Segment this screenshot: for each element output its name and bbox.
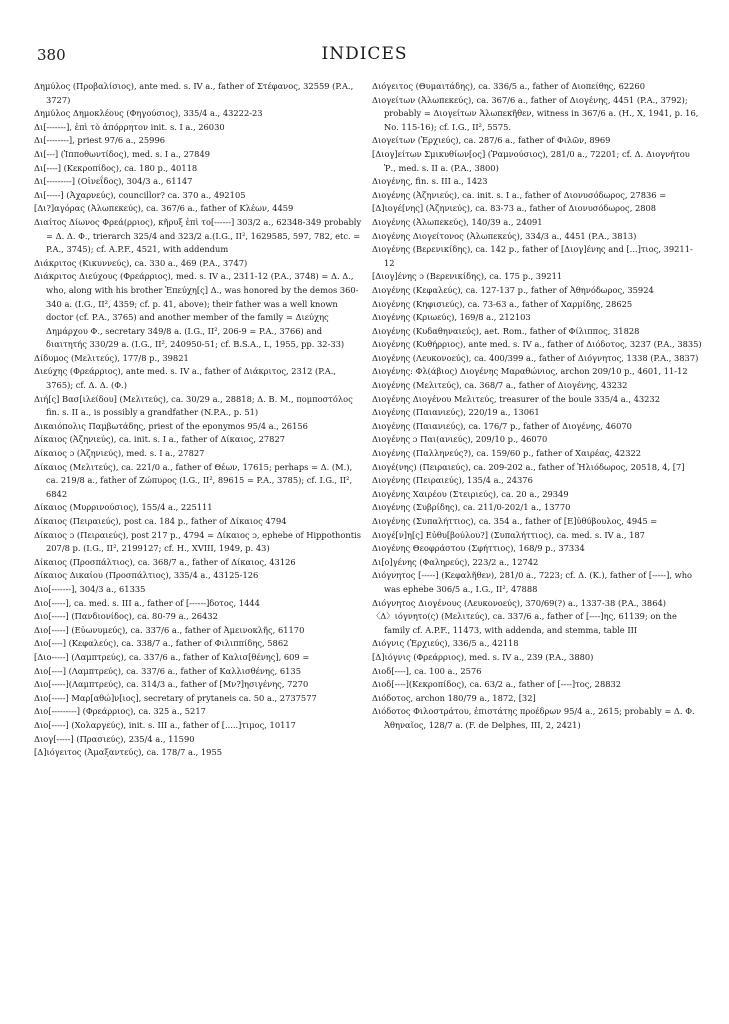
index-entry: Διογένης (Μελιτεύς), ca. 368/7 a., father of Διογένης, 43232 bbox=[372, 380, 628, 391]
index-entry: Δίκαιος (Μελιτεύς), ca. 221/0 a., father of Θέων, 17615; perhaps = Δ. (Μ.), ca. 219/8 a., father of Ζώπυρος (I.G., II², 89615 = P.A., 3785); cf. I.G., II², 6842 bbox=[34, 461, 353, 499]
index-entry: Δημύλος (Προβαλίσιος), ante med. s. IV a., father of Στέφανος, 32559 (P.A., 3727) bbox=[34, 81, 354, 105]
index-entry: [Δι?]αγόρας (Ἀλωπεκεύς), ca. 367/6 a., father of Κλέων, 4459 bbox=[34, 203, 294, 214]
index-entry: Δίκαιος Δικαίου (Προσπάλτιος), 335/4 a., 43125-126 bbox=[34, 570, 259, 581]
index-entry: Διο[-----] Μαρ[αθώ]ν[ιος], secretary of prytaneis ca. 50 a., 2737577 bbox=[34, 692, 317, 703]
index-entry: Δίκαιος (Μυρρινούσιος), 155/4 a., 225111 bbox=[34, 502, 213, 513]
index-entry: Διογένης (Παιανιεύς), ca. 176/7 p., father of Διογένης, 46070 bbox=[372, 420, 632, 431]
index-entry: Διογένης Χαιρέου (Στειριεύς), ca. 20 a., 29349 bbox=[372, 488, 569, 499]
index-entry: Διο[-------], 304/3 a., 61335 bbox=[34, 583, 146, 594]
index-entry: Διο[-----](Λαμπτρεύς), ca. 314/3 a., father of [Μν?]ησιγένης, 7270 bbox=[34, 679, 309, 690]
index-entry: Διογένης Διογένου Μελιτεύς, treasurer of the boule 335/4 a., 43232 bbox=[372, 393, 660, 404]
page-number: 380 bbox=[37, 46, 66, 64]
index-entry: Δίκαιος ɔ (Ἀζηνιεύς), med. s. I a., 27827 bbox=[34, 448, 205, 459]
index-entry: Διόγνητος Διογένους (Λευκονοεύς), 370/69(?) a., 1337-38 (P.A., 3864) bbox=[372, 597, 666, 608]
index-entry: Διαίτος Δίωνος Φρεά(ρριος), κῆρυξ ἐπὶ το[------] 303/2 a., 62348-349 probably = Δ. Δ. Φ., trierarch 325/4 and 323/2 a.(I.G., II², 1629585, 597, 782, etc. = P.A., 3745); cf. A.P.F., 4521, with addendum bbox=[34, 216, 362, 255]
index-entry: Διοδ[----], ca. 100 a., 2576 bbox=[372, 665, 482, 676]
index-entry: Δι[--------], priest 97/6 a., 25996 bbox=[34, 135, 166, 146]
index-entry: 〈Δ〉ιόγνητο(ς) (Μελιτεύς), ca. 337/6 a., father of [----]ης, 61139; on the family cf. A.P.F., 11473, with addenda, and stemma, table III bbox=[372, 611, 677, 635]
index-entry: Διογένης ɔ Παι(ανιεύς), 209/10 p., 46070 bbox=[372, 434, 548, 445]
index-entry: Διογένης (Παλληνεύς?), ca. 159/60 p., father of Χαιρέας, 42322 bbox=[372, 448, 642, 459]
index-entry: Δικαιόπολις Παμβωτάδης, priest of the eponymos 95/4 a., 26156 bbox=[34, 420, 308, 431]
index-entry: Διο[----] (Λαμπτρεύς), ca. 337/6 a., father of Καλλισθένης, 6135 bbox=[34, 665, 301, 676]
index-entry: Διογένης, fin. s. III a., 1423 bbox=[372, 176, 488, 187]
index-entry: Διο[-----] (Εὐωνυμεύς), ca. 337/6 a., father of Ἀμεινοκλῆς, 61170 bbox=[34, 624, 305, 635]
index-entry: Διάκριτος Διεύχους (Φρεάρριος), med. s. IV a., 2311-12 (P.A., 3748) = Δ. Δ., who, along with his brother Ἐπεύχη[ς] Δ., was honored by the demos 360-340 a. (I.G., II², 4359; cf. p. 41, above); their father was a well known doctor (cf. P.A., 3765) and another member of the family = Διεύχης Δημάρχου Φ., secretary 349/8 a. (I.G., II², 206-9 = P.A., 3766) and διαιτητής 330/29 a. (I.G., II², 240950-51; cf. B.S.A., L, 1955, pp. 32-33) bbox=[34, 271, 359, 350]
running-head-title: INDICES bbox=[321, 44, 408, 64]
index-entry: [Διογ]ένης ɔ (Βερενικίδης), ca. 175 p., 39211 bbox=[372, 271, 563, 282]
index-entry: Διοδ[----](Κεκροπίδος), ca. 63/2 a., father of [----]τος, 28832 bbox=[372, 679, 622, 690]
index-column-left bbox=[34, 80, 364, 760]
index-entry: Διή[ς] Βασ[ιλείδου] (Μελιτεύς), ca. 30/29 a., 28818; Δ. Β. Μ., πομποστόλος fin. s. II a., is possibly a grandfather (N.P.A., p. 51) bbox=[34, 393, 353, 418]
index-entry: Διογένης (Συβρίδης), ca. 211/0-202/1 a., 13770 bbox=[372, 502, 571, 513]
index-entry: Δίκαιος ɔ (Πειραιεύς), post 217 p., 4794 = Δίκαιος ɔ, ephebe of Hippothontis 207/8 p. (I.G., II², 2199127; cf. H., XVIII, 1949, p. 43) bbox=[34, 529, 361, 554]
index-entry: Δι[-----] (Ἀχαρνεύς), councillor? ca. 370 a., 492105 bbox=[34, 189, 246, 200]
index-entry: Δι[---] (Ἱπποθωντίδος), med. s. I a., 27849 bbox=[34, 148, 211, 159]
index-entry: Διογένης (Πειραιεύς), 135/4 a., 24376 bbox=[372, 475, 533, 486]
index-entry: Διογένης (Ἀλωπεκεύς), 140/39 a., 24091 bbox=[372, 216, 543, 227]
index-entry: Δι[ο]γένης (Φαληρεύς), 223/2 a., 12742 bbox=[372, 556, 539, 567]
index-entry: Δίκαιος (Πειραιεύς), post ca. 184 p., father of Δίκαιος 4794 bbox=[34, 516, 287, 526]
index-entry: Διογ[-----] (Πρασιεύς), 235/4 a., 11590 bbox=[34, 733, 195, 744]
index-entry: [Διογ]είτων Σμικυθίων[ος] (Ῥαμνούσιος), 281/0 a., 72201; cf. Δ. Διογνήτου Ῥ., med. s. II a. (P.A., 3800) bbox=[372, 148, 690, 173]
index-entry: [Διο-----] (Λαμπτρεύς), ca. 337/6 a., father of Καλισ[θένης], 609 = bbox=[34, 651, 310, 662]
index-entry: Δι[----] (Κεκροπίδος), ca. 180 p., 40118 bbox=[34, 162, 198, 173]
index-entry: Δι[---------] (Οἰνεΐδος), 304/3 a., 61147 bbox=[34, 176, 193, 187]
index-entry: Διο[-----] (Χολαργεύς), init. s. III a., father of [.....]τιμος, 10117 bbox=[34, 719, 296, 730]
index-entry: Διογένης Διογείτονος (Ἀλωπεκεύς), 334/3 a., 4451 (P.A., 3813) bbox=[372, 230, 637, 241]
index-entry: Διογένης (Κυθήρριος), ante med. s. IV a., father of Διόδοτος, 3237 (P.A., 3835) bbox=[372, 339, 702, 350]
index-entry: Διογένης (Κριωεύς), 169/8 a., 212103 bbox=[372, 312, 531, 323]
index-entry: Διογένης (Κηφισιεύς), ca. 73-63 a., father of Χαρμίδης, 28625 bbox=[372, 298, 633, 309]
index-entry: Διογένης Θεοφράστου (Σφήττιος), 168/9 p., 37334 bbox=[372, 543, 585, 554]
index-entry: Δίκαιος (Προσπάλτιος), ca. 368/7 a., father of Δίκαιος, 43126 bbox=[34, 556, 296, 567]
index-entry: Διόγνητος [-----] (Κεφαλῆθεν), 281/0 a., 7223; cf. Δ. (Κ.), father of [-----], who was ephebe 306/5 a., I.G., II², 47888 bbox=[372, 570, 693, 594]
index-entry: Διογένης (Λευκονοεύς), ca. 400/399 a., father of Διόγνητος, 1338 (P.A., 3837) bbox=[372, 352, 699, 363]
index-entry: Διογένης (Κεφαλεύς), ca. 127-137 p., father of Ἀθηνόδωρος, 35924 bbox=[372, 284, 654, 295]
index-entry: Διογείτων (Ἐρχιεύς), ca. 287/6 a., father of Φιλῶν, 8969 bbox=[372, 135, 611, 146]
index-entry: Διογένης (Συπαλήττιος), ca. 354 a., father of [Ε]ὐθύβουλος, 4945 = bbox=[372, 516, 658, 526]
index-entry: Διογέ[ν]η[ς] Εὐθυ[βούλου?] (Συπαλήττιος), ca. med. s. IV a., 187 bbox=[372, 529, 645, 540]
index-entry: Δίδυμος (Μελιτεύς), 177/8 p., 39821 bbox=[34, 352, 189, 363]
index-column-right bbox=[372, 80, 702, 733]
index-entry: Διάκριτος (Κικυννεύς), ca. 330 a., 469 (P.A., 3747) bbox=[34, 257, 248, 268]
index-entry: Διόδοτος, archon 180/79 a., 1872, [32] bbox=[372, 692, 536, 703]
index-entry: Δι[-------], ἐπὶ τὸ ἀπόρρητον init. s. I a., 26030 bbox=[34, 121, 225, 132]
index-entry: Διο[-----], ca. med. s. III a., father of [------]δοτος, 1444 bbox=[34, 597, 260, 608]
index-entry: [Δ]ιογέ[νης] (Ἀζηνιεύς), ca. 83-73 a., father of Διονυσόδωρος, 2808 bbox=[372, 203, 657, 214]
index-entry: Διο[---------] (Φρεάρριος), ca. 325 a., 5217 bbox=[34, 706, 206, 717]
index-entry: Διογένης (Βερενικίδης), ca. 142 p., father of [Διογ]ένης and [...]τιος, 39211-12 bbox=[372, 244, 693, 268]
index-entry: Διογείτων (Ἀλωπεκεύς), ca. 367/6 a., father of Διογένης, 4451 (P.A., 3792); probably = Διογείτων Ἀλωπεκῆθεν, witness in 367/6 a. (H., X, 1941, p. 16, No. 115-16); cf. I.G., II², 5575. bbox=[372, 94, 699, 132]
index-entry: Δίκαιος (Ἀζηνιεύς), ca. init. s. I a., father of Δίκαιος, 27827 bbox=[34, 434, 286, 445]
index-entry: [Δ]ιόγνις (Φρεάρριος), med. s. IV a., 239 (P.A., 3880) bbox=[372, 651, 594, 662]
index-entry: Διογέ(νης) (Πειραιεύς), ca. 209-202 a., father of Ἡλιόδωρος, 20518, 4, [7] bbox=[372, 461, 685, 472]
index-entry: Διόδοτος Φιλοστράτου, ἐπιστάτης προέδρων 95/4 a., 2615; probably = Δ. Φ. Ἀθηναῖος, 128/7 a. (F. de Delphes, III, 2, 2421) bbox=[372, 706, 695, 730]
index-entry: Διο[----] (Κεφαλεύς), ca. 338/7 a., father of Φιλιππίδης, 5862 bbox=[34, 638, 289, 649]
index-entry: Διογένης: Φλ(άβιος) Διογένης Μαραθώνιος, archon 209/10 p., 4601, 11-12 bbox=[372, 366, 688, 377]
index-entry: Διογένης (Παιανιεύς), 220/19 a., 13061 bbox=[372, 407, 540, 418]
index-entry: Διογένης (Κυδαθηναιεύς), aet. Rom., father of Φίλιππος, 31828 bbox=[372, 325, 640, 336]
index-entry: Διογένης (Ἀζηνιεύς), ca. init. s. I a., father of Διονυσόδωρος, 27836 = bbox=[372, 189, 667, 200]
index-entry: Δημύλος Δημοκλέους (Φηγούσιος), 335/4 a., 43222-23 bbox=[34, 108, 263, 119]
index-entry: Διόγνις (Ἐρχιεύς), 336/5 a., 42118 bbox=[372, 638, 519, 649]
index-entry: [Δ]ιόγειτος (Ἀμαξαντεύς), ca. 178/7 a., 1955 bbox=[34, 747, 223, 758]
index-entry: Διο[-----] (Πανδιονίδος), ca. 80-79 a., 26432 bbox=[34, 611, 218, 622]
index-entry: Διεύχης (Φρεάρριος), ante med. s. IV a., father of Διάκριτος, 2312 (P.A., 3765); cf. Δ. Δ. (Φ.) bbox=[34, 366, 337, 391]
index-entry: Διόγειτος (Θυμαιτάδης), ca. 336/5 a., father of Διοπείθης, 62260 bbox=[372, 81, 645, 91]
